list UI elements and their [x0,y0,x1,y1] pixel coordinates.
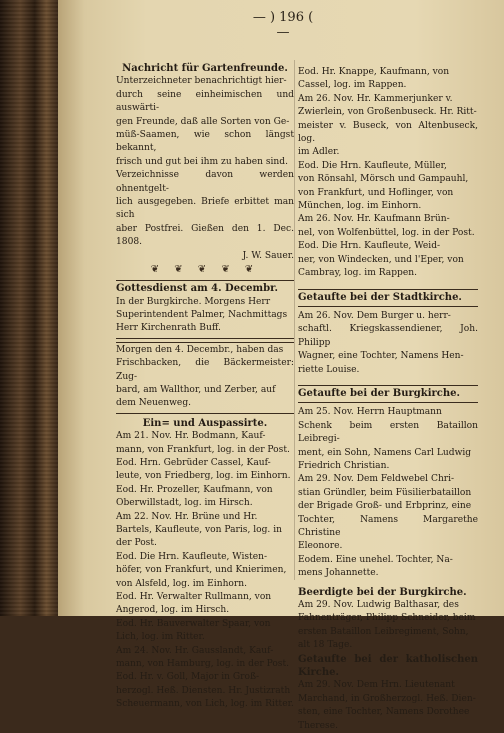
book-binding [0,0,58,616]
text-line: Eleonore. [298,541,343,552]
bakers-box [116,342,294,414]
service-box [116,280,294,339]
burgkirche-baptism-title: Getaufte bei der Burgkirche. [298,387,460,399]
text-line: Wagner, eine Tochter, Namens Hen- [298,351,464,362]
column-divider [294,60,295,580]
text-line: Zwierlein, von Großenbuseck. Hr. Ritt- [298,107,477,118]
text-line: durch seine einheimischen und auswärti- [116,89,294,114]
text-line: Schenk beim ersten Bataillon Leibregi- [298,420,478,445]
text-line: mens Johannette. [298,568,379,579]
service-title: Gottesdienst am 4. Decembr. [116,283,278,295]
text-line: dem Neuenweg. [116,398,192,409]
stadtkirche-body [298,310,478,377]
text-line: aber Postfrei. Gießen den 1. Dec. 1808. [116,223,294,248]
text-line: der Brigade Groß- und Erbprinz, eine [298,501,472,512]
text-line: der Post. [116,538,157,549]
text-line: Am 26. Nov. Dem Burger u. herr- [298,310,451,321]
text-line: Therese. [298,720,338,731]
burial-title: Beerdigte bei der Burgkirche. [298,586,467,598]
text-line: gen Freunde, daß alle Sorten von Ge- [116,116,290,127]
text-line: Bartels, Kaufleute, von Paris, log. in [116,525,282,535]
text-line: alt 18 Tage. [298,640,353,651]
text-line: Tochter, Namens Margarethe Christine [298,514,478,538]
text-line: sten, eine Tochter, Namens Dorothee [298,707,470,718]
text-line: Frischbacken, die Bäckermeister: Zug- [116,358,294,382]
text-line: meister v. Buseck, von Altenbuseck, log. [298,120,478,145]
travellers-title: Ein= und Auspassirte. [142,417,268,429]
continued-body [298,66,478,281]
text-line: Superintendent Palmer, Nachmittags [116,309,288,320]
text-line: Unterzeichneter benachrichtigt hier- [116,76,287,87]
text-line: Angerod, log. im Hirsch. [116,605,230,616]
text-line: höfer, von Frankfurt, und Knierimen, [116,565,287,576]
text-line: Eod. Hr. Verwalter Rullmann, von [116,592,272,603]
service-body [116,296,294,336]
garden-notice-signature: J. W. Sauer. [242,250,294,261]
text-line: riette Louise. [298,364,360,375]
book-page [58,0,504,731]
text-line: Marchand, in Großherzogl. Heß. Dien- [298,693,476,704]
text-line: Eod. Hr. v. Goll, Major in Groß- [116,672,260,683]
text-line: Am 29. Nov. Dem Feldwebel Chri- [298,474,455,485]
stadtkirche-box [298,289,478,307]
travellers-body [116,430,294,712]
text-line: von Rönsahl, Mörsch und Gampauhl, [298,174,469,185]
text-line: Am 22. Nov. Hr. Brüne und Hr. [116,511,258,522]
text-line: Scheuermann, von Lich, log. im Ritter. [116,699,294,710]
text-line: nel, von Wolfenbüttel, log. in der Post. [298,227,475,238]
text-line: mann, von Frankfurt, log. in der Post. [116,444,290,455]
text-line: Am 21. Nov. Hr. Bodmann, Kauf- [116,431,266,442]
catholic-body [298,679,478,733]
text-line: München, log. im Einhorn. [298,201,422,212]
text-line: Am 29. Nov. Ludwig Balthasar, des [298,600,459,611]
text-line: mann, von Hamburg, log. in der Post. [116,659,290,670]
garden-notice-body [116,75,294,249]
text-line: bard, am Wallthor, und Zerber, auf [116,384,276,395]
text-line: Friedrich Christian. [298,460,390,471]
text-line: Am 26. Nov. Hr. Kammerjunker v. [298,93,453,104]
burgkirche-baptism-body [298,406,478,580]
bakers-body [116,344,294,411]
text-line: Cambray, log. im Rappen. [298,268,417,279]
text-line: leute, von Friedberg, log. im Einhorn. [116,471,291,482]
text-line: ner, von Windecken, und l'Eper, von [298,254,464,265]
text-line: stian Gründler, beim Füsilierbataillon [298,487,472,498]
burial-body [298,599,478,653]
text-line: müß-Saamen, wie schon längst bekannt, [116,130,294,154]
text-line: Am 24. Nov. Hr. Gausslandt, Kauf- [116,645,274,656]
ornament-divider: ❦ ❦ ❦ ❦ ❦ [150,264,260,276]
catholic-title: Getaufte bei der katholischen Kirche. [298,653,478,679]
text-line: Verzeichnisse davon werden ohnentgelt- [116,170,294,194]
text-line: ersten Bataillon Leibregiment, Sohn, [298,626,469,637]
text-line: Am 25. Nov. Herrn Hauptmann [298,407,442,418]
text-line: Herr Kirchenrath Buff. [116,323,221,334]
text-line: von Frankfurt, und Hoflinger, von [298,187,454,198]
stadtkirche-title: Getaufte bei der Stadtkirche. [298,291,462,303]
garden-notice-title: Nachricht für Gartenfreunde. [122,63,288,74]
text-line: Eod. Hrn. Gebrüder Cassel, Kauf- [116,457,271,468]
text-line: schaftl. Kriegskassendiener, Joh. Philipp [298,324,478,348]
text-line: Eod. Hr. Bauverwalter Spaar, von [116,618,271,629]
left-column [116,62,294,712]
text-line: Oberwillstadt, log. im Hirsch. [116,498,253,509]
text-line: Eod. Hr. Knappe, Kaufmann, von [298,67,450,77]
text-line: Cassel, log. im Rappen. [298,80,407,91]
text-line: lich ausgegeben. Briefe erbittet man sich [116,197,294,221]
text-line: herzogl. Heß. Diensten. Hr. Justizrath [116,685,291,696]
text-line: Eod. Die Hrn. Kaufleute, Weid- [298,241,441,252]
text-line: Eodem. Eine unehel. Tochter, Na- [298,554,453,565]
text-line: In der Burgkirche. Morgens Herr [116,296,271,307]
text-line: Morgen den 4. Decembr., haben das [116,344,284,355]
text-line: Eod. Die Hrn. Kaufleute, Wisten- [116,551,268,562]
text-line: von Alsfeld, log. im Einhorn. [116,578,247,589]
text-line: Am 26. Nov. Hr. Kaufmann Brün- [298,214,450,225]
text-line: im Adler. [298,147,340,158]
text-line: Eod. Die Hrn. Kaufleute, Müller, [298,160,447,171]
right-column [298,66,478,733]
text-line: frisch und gut bei ihm zu haben sind. [116,156,288,167]
text-line: ment, ein Sohn, Namens Carl Ludwig [298,447,472,458]
page-number: — ) 196 ( — [252,10,314,40]
burgkirche-baptism-box [298,385,478,403]
text-line: Eod. Hr. Prozeller, Kaufmann, von [116,484,273,495]
text-line: Am 29. Nov. Dem Hrn. Lieutenant [298,680,455,691]
text-line: Fahnenträger, Philipp Schneider, beim [298,613,476,624]
text-line: Lich, log. im Ritter. [116,632,205,643]
